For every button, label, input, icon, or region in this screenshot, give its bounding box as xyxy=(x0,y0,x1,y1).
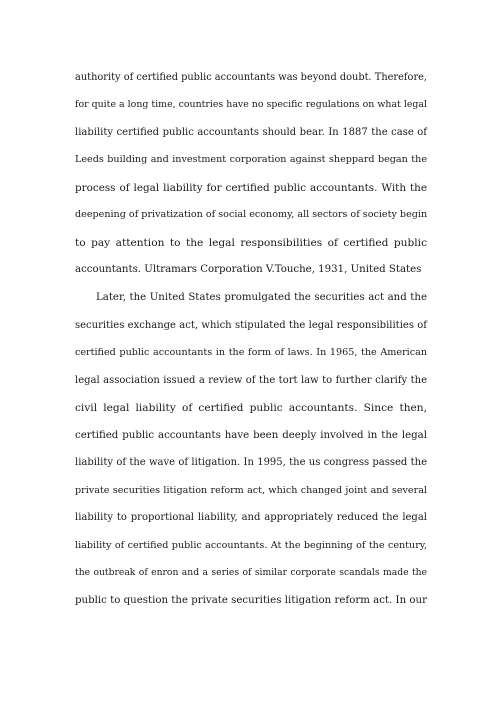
paragraph-2-line-5: civil legal liability of certified public accountants. Since then, xyxy=(75,402,427,414)
paragraph-1-line-3: liability certified public accountants should bear. In 1887 the case of xyxy=(75,127,427,138)
paragraph-2-line-12: public to question the private securities litigation reform act. In our xyxy=(75,595,427,606)
paragraph-1-line-7: to pay attention to the legal responsibilities of certified public xyxy=(75,237,427,249)
paragraph-1-line-8: accountants. Ultramars Corporation V.Touche, 1931, United States xyxy=(75,264,422,275)
paragraph-1-line-5: process of legal liability for certified public accountants. With the xyxy=(75,182,427,194)
paragraph-2-line-4: legal association issued a review of the tort law to further clarify the xyxy=(75,375,427,386)
paragraph-2-line-9: liability to proportional liability, and appropriately reduced the legal xyxy=(75,512,427,523)
paragraph-1-line-6: deepening of privatization of social economy, all sectors of society begin xyxy=(75,209,428,220)
paragraph-2-line-7: liability of the wave of litigation. In 1995, the us congress passed the xyxy=(75,457,427,468)
paragraph-2-line-2: securities exchange act, which stipulated the legal responsibilities of xyxy=(75,320,427,331)
paragraph-1-line-2: for quite a long time, countries have no specific regulations on what legal xyxy=(75,99,427,110)
paragraph-1-line-1: authority of certified public accountants was beyond doubt. Therefore, xyxy=(75,72,428,83)
paragraph-2-line-11: the outbreak of enron and a series of similar corporate scandals made the xyxy=(75,567,427,578)
paragraph-2-line-1: Later, the United States promulgated the securities act and the xyxy=(96,292,427,303)
paragraph-2-line-3: certified public accountants in the form of laws. In 1965, the American xyxy=(75,347,427,358)
paragraph-1-line-4: Leeds building and investment corporation against sheppard began the xyxy=(75,154,427,165)
paragraph-2-line-8: private securities litigation reform act, which changed joint and several xyxy=(75,485,427,496)
paragraph-2-line-10: liability of certified public accountants. At the beginning of the century, xyxy=(75,540,427,551)
paragraph-2-line-6: certified public accountants have been deeply involved in the legal xyxy=(75,430,427,441)
